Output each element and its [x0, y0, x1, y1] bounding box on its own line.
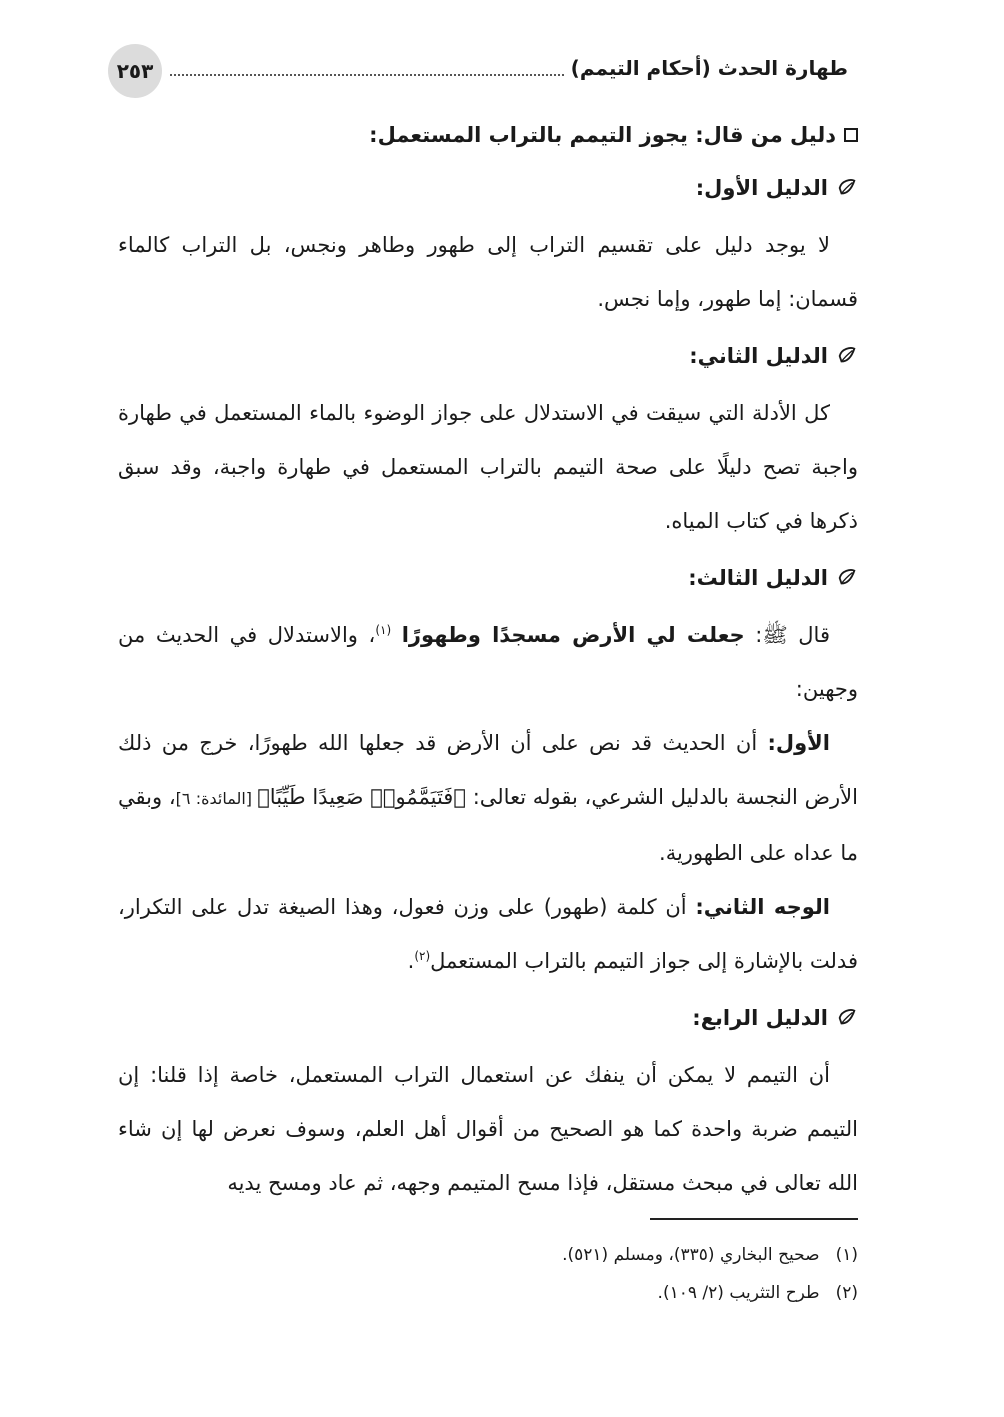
evidence-heading-4-text: الدليل الرابع:	[692, 1006, 828, 1030]
hadith-after: ، والاستدلال في الحديث من وجهين:	[118, 623, 858, 701]
header-title: طهارة الحدث (أحكام التيمم)	[565, 56, 848, 80]
footnote-2-number: (٢)	[835, 1283, 858, 1303]
footnote-1-text: صحيح البخاري (٣٣٥)، ومسلم (٥٢١).	[562, 1245, 820, 1265]
second-aspect-label: الوجه الثاني:	[695, 895, 830, 919]
footnote-1	[118, 1236, 858, 1274]
hadith-intro: قال ﷺ:	[744, 623, 830, 647]
second-aspect-end: .	[407, 949, 415, 973]
footnote-2-text: طرح التثريب (٢/ ١٠٩).	[657, 1283, 820, 1303]
quran-reference: [المائدة: ٦]	[175, 789, 258, 808]
evidence-heading-3-text: الدليل الثالث:	[688, 566, 828, 590]
evidence-heading-4	[118, 988, 858, 1048]
page-number: ٢٥٣	[108, 44, 162, 98]
evidence-2-text: كل الأدلة التي سيقت في الاستدلال على جواز الوضوء بالماء المستعمل في طهارة واجبة تصح دليلًا على صحة التيمم بالتراب المستعمل في طهارة واجبة، وقد سبق ذكرها في كتاب المياه.	[118, 401, 858, 533]
evidence-heading-3	[118, 548, 858, 608]
page-body	[118, 112, 858, 1210]
section-heading	[118, 112, 858, 158]
evidence-4-text: أن التيمم لا يمكن أن ينفك عن استعمال التراب المستعمل، خاصة إذا قلنا: إن التيمم ضربة واحدة كما هو الصحيح من أقوال أهل العلم، وسوف نعرض لها إن شاء الله تعالى في مبحث مستقل، فإذا مسح المتيمم وجهه، ثم عاد ومسح يديه	[118, 1063, 858, 1195]
leaf-icon	[836, 345, 858, 367]
footnote-divider	[650, 1218, 858, 1220]
first-aspect-text: أن الحديث قد نص على أن الأرض قد جعلها الله طهورًا، خرج من ذلك الأرض النجسة بالدليل الشرعي، بقوله تعالى:	[118, 731, 858, 809]
footnote-marker-2[interactable]: (٢)	[414, 949, 431, 963]
quran-verse: ﴿فَتَيَمَّمُوا۟ صَعِيدًا طَيِّبًا﴾	[257, 785, 466, 809]
footnote-1-number: (١)	[835, 1245, 858, 1265]
first-aspect	[118, 716, 858, 880]
evidence-heading-2-text: الدليل الثاني:	[689, 344, 828, 368]
leaf-icon	[836, 1007, 858, 1029]
checkbox-icon	[844, 128, 858, 142]
first-aspect-end: ، وبقي ما عداه على الطهورية.	[118, 785, 858, 865]
second-aspect	[118, 880, 858, 988]
evidence-3-intro	[118, 608, 858, 716]
evidence-1-text: لا يوجد دليل على تقسيم التراب إلى طهور وطاهر ونجس، بل التراب كالماء قسمان: إما طهور، وإما نجس.	[118, 233, 858, 311]
leaf-icon	[836, 177, 858, 199]
first-aspect-label: الأول:	[767, 731, 830, 755]
footnotes	[118, 1236, 858, 1312]
evidence-heading-1	[118, 158, 858, 218]
hadith-text: جعلت لي الأرض مسجدًا وطهورًا	[401, 623, 745, 647]
evidence-heading-2	[118, 326, 858, 386]
evidence-heading-1-text: الدليل الأول:	[695, 176, 828, 200]
footnote-2	[118, 1274, 858, 1312]
second-aspect-text: أن كلمة (طهور) على وزن فعول، وهذا الصيغة تدل على التكرار، فدلت بالإشارة إلى جواز التيمم بالتراب المستعمل	[118, 895, 858, 973]
running-header	[108, 44, 848, 100]
section-heading-text: دليل من قال: يجوز التيمم بالتراب المستعمل:	[369, 123, 836, 147]
leaf-icon	[836, 567, 858, 589]
footnote-marker-1[interactable]: (١)	[375, 623, 392, 637]
